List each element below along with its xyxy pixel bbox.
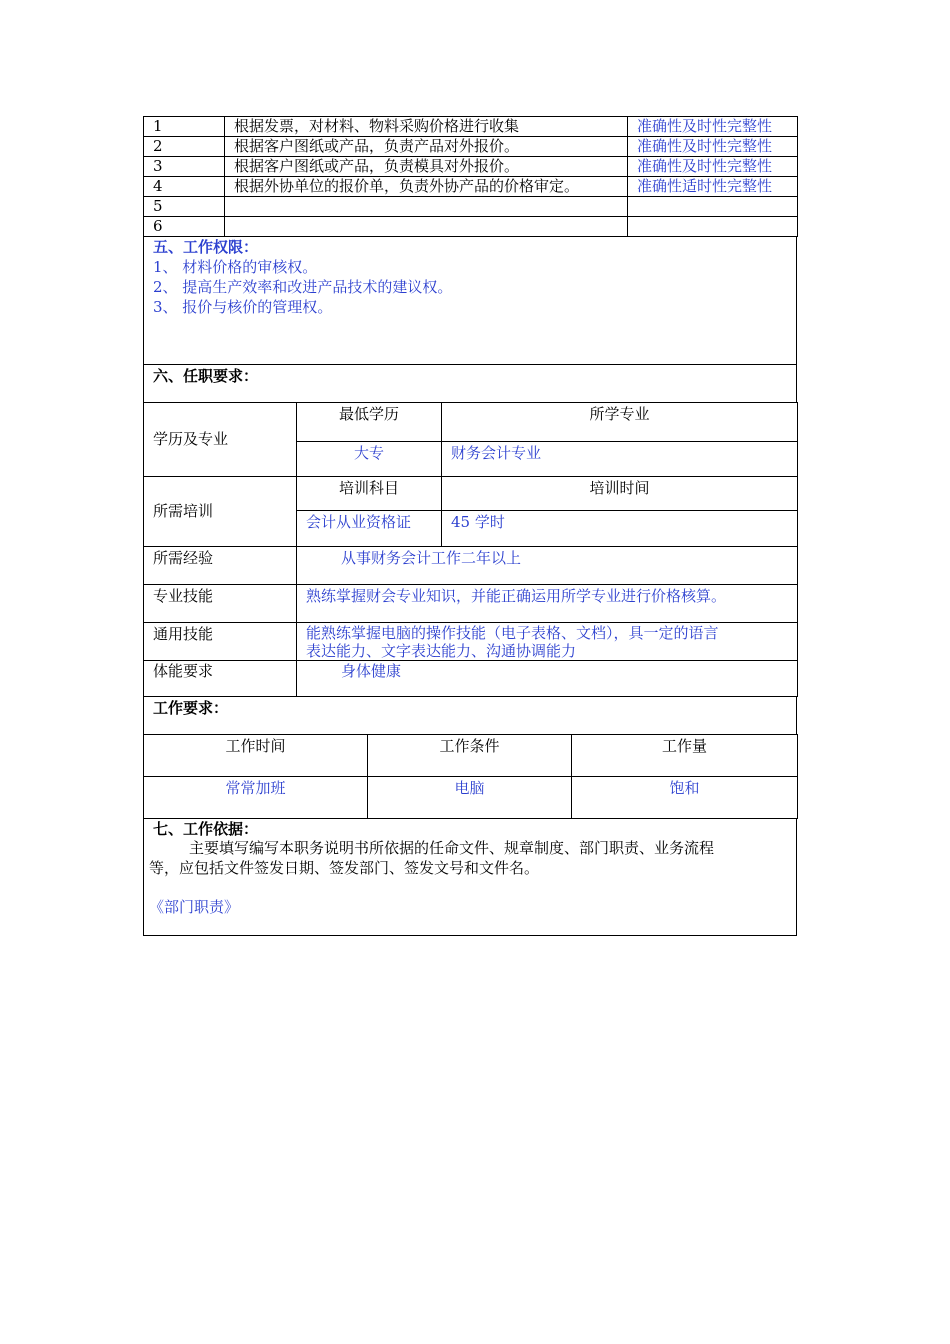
- gen-skill-label: 通用技能: [144, 623, 297, 661]
- duty-content: 根据外协单位的报价单，负责外协产品的价格审定。: [225, 177, 628, 197]
- physical-label: 体能要求: [144, 661, 297, 697]
- work-time-header: 工作时间: [144, 735, 368, 777]
- duty-content: 根据发票，对材料、物料采购价格进行收集: [225, 117, 628, 137]
- duty-content: [225, 197, 628, 217]
- work-req-title: 工作要求：: [144, 697, 797, 735]
- table-row: [144, 157, 798, 177]
- duty-no: 2: [144, 137, 225, 157]
- requirements-table: [143, 402, 798, 697]
- duty-no: 4: [144, 177, 225, 197]
- training-subject-value: 会计从业资格证: [297, 511, 442, 547]
- table-row: [144, 117, 798, 137]
- job-description-page: [143, 116, 797, 936]
- basis-title: 七、工作依据：: [153, 820, 259, 838]
- work-time-value: 常常加班: [144, 777, 368, 819]
- duty-no: 3: [144, 157, 225, 177]
- table-row: [144, 177, 798, 197]
- duty-standard: 准确性及时性完整性: [628, 137, 798, 157]
- gen-skill-line: 能熟练掌握电脑的操作技能（电子表格、文档），具一定的语言: [306, 624, 719, 642]
- workload-value: 饱和: [572, 777, 798, 819]
- duty-content: [225, 217, 628, 237]
- training-time-value: 45 学时: [442, 511, 798, 547]
- physical-value: 身体健康: [297, 661, 798, 697]
- authority-title: 五、工作权限：: [153, 238, 259, 256]
- basis-cell: [144, 819, 797, 936]
- duty-content: 根据客户图纸或产品，负责模具对外报价。: [225, 157, 628, 177]
- requirements-title: 六、任职要求：: [144, 365, 797, 403]
- gen-skill-value: [297, 623, 798, 661]
- experience-label: 所需经验: [144, 547, 297, 585]
- duty-standard: [628, 197, 798, 217]
- training-time-header: 培训时间: [442, 477, 798, 511]
- table-row: [144, 217, 798, 237]
- authority-item: 2、 提高生产效率和改进产品技术的建议权。: [153, 278, 453, 296]
- table-row: [144, 197, 798, 217]
- pro-skill-label: 专业技能: [144, 585, 297, 623]
- major-header: 所学专业: [442, 403, 798, 442]
- work-condition-value: 电脑: [368, 777, 572, 819]
- education-label: 学历及专业: [144, 403, 297, 477]
- basis-text-line: 等，应包括文件签发日期、签发部门、签发文号和文件名。: [149, 859, 540, 877]
- workload-header: 工作量: [572, 735, 798, 777]
- duty-no: 6: [144, 217, 225, 237]
- major-value: 财务会计专业: [442, 442, 798, 477]
- training-label: 所需培训: [144, 477, 297, 547]
- authority-cell: [144, 237, 797, 365]
- work-condition-header: 工作条件: [368, 735, 572, 777]
- duty-no: 1: [144, 117, 225, 137]
- basis-section: [143, 818, 797, 936]
- authority-item: 3、 报价与核价的管理权。: [153, 298, 333, 316]
- duty-standard: 准确性及时性完整性: [628, 157, 798, 177]
- training-subject-header: 培训科目: [297, 477, 442, 511]
- authority-item: 1、 材料价格的审核权。: [153, 258, 318, 276]
- duty-content: 根据客户图纸或产品，负责产品对外报价。: [225, 137, 628, 157]
- work-req-header: [143, 696, 797, 735]
- basis-document: 《部门职责》: [149, 898, 240, 916]
- duty-standard: 准确性适时性完整性: [628, 177, 798, 197]
- duty-standard: [628, 217, 798, 237]
- min-education-value: 大专: [297, 442, 442, 477]
- duties-table: [143, 116, 798, 237]
- authority-section: [143, 236, 797, 365]
- duty-no: 5: [144, 197, 225, 217]
- duty-standard: 准确性及时性完整性: [628, 117, 798, 137]
- gen-skill-line: 表达能力、文字表达能力、沟通协调能力: [306, 642, 577, 660]
- min-education-header: 最低学历: [297, 403, 442, 442]
- experience-value: 从事财务会计工作二年以上: [297, 547, 798, 585]
- pro-skill-value: 熟练掌握财会专业知识，并能正确运用所学专业进行价格核算。: [297, 585, 798, 623]
- basis-text-line: 主要填写编写本职务说明书所依据的任命文件、规章制度、部门职责、业务流程: [189, 839, 715, 857]
- work-req-table: [143, 734, 798, 819]
- table-row: [144, 137, 798, 157]
- requirements-header: [143, 364, 797, 403]
